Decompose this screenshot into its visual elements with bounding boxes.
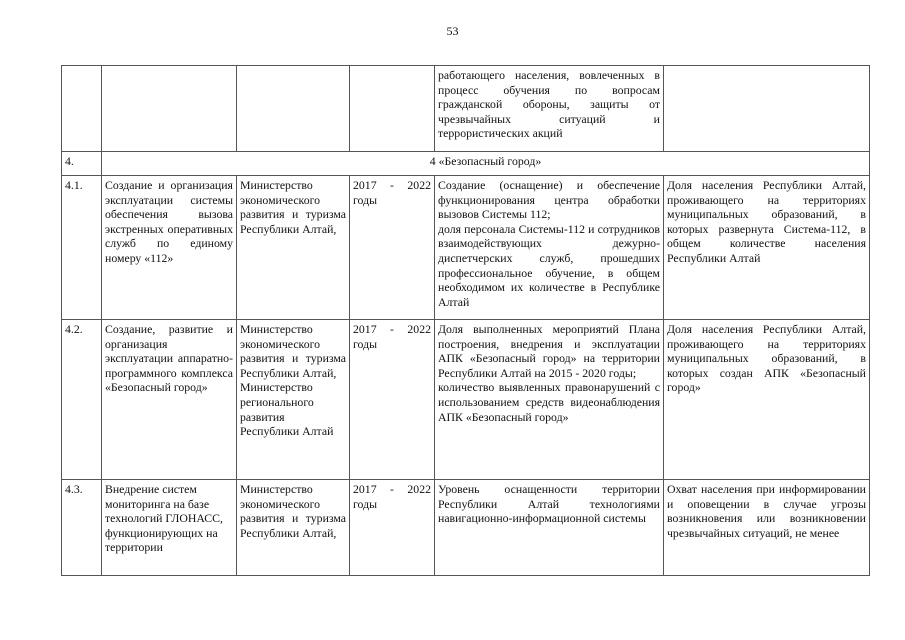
- row-executor: Министерство экономического развития и туризма Республики Алтай, Министерство регионального развития Республики Алтай: [237, 320, 350, 480]
- row-indicator: Доля выполненных мероприятий Плана построения, внедрения и эксплуатации АПК «Безопасный город» на территории Республики Алтай на 2015 - 2020 годы; количество выявленных правонарушений с использованием средств видеонаблюдения АПК «Безопасный город»: [435, 320, 664, 480]
- cell-period: [350, 66, 435, 152]
- cell-indicator: работающего населения, вовлеченных в процесс обучения по вопросам гражданской обороны, защиты от чрезвычайных ситуаций и террористических акций: [435, 66, 664, 152]
- table-row: [62, 480, 870, 576]
- cell-executor: [237, 66, 350, 152]
- page-number: 53: [446, 24, 459, 38]
- row-period: 2017 - 2022 годы: [350, 320, 435, 480]
- section-row: [62, 152, 870, 176]
- row-indicator: Уровень оснащенности территории Республики Алтай технологиями навигационно-информационной системы: [435, 480, 664, 576]
- row-activity: Внедрение систем мониторинга на базе технологий ГЛОНАСС, функционирующих на территории: [102, 480, 237, 576]
- row-executor: Министерство экономического развития и туризма Республики Алтай,: [237, 480, 350, 576]
- row-activity: Создание, развитие и организация эксплуатации аппаратно-программного комплекса «Безопасный город»: [102, 320, 237, 480]
- row-number: 4.1.: [62, 176, 102, 320]
- row-number: 4.2.: [62, 320, 102, 480]
- row-activity: Создание и организация эксплуатации системы обеспечения вызова экстренных оперативных служб по единому номеру «112»: [102, 176, 237, 320]
- row-result: Доля населения Республики Алтай, проживающего на территориях муниципальных образований, в которых создан АПК «Безопасный город»: [664, 320, 870, 480]
- continuation-row: [62, 66, 870, 152]
- row-number: 4.3.: [62, 480, 102, 576]
- row-period: 2017 - 2022 годы: [350, 176, 435, 320]
- program-table: [61, 65, 870, 576]
- row-indicator: Создание (оснащение) и обеспечение функционирования центра обработки вызовов Системы 112; доля персонала Системы-112 и сотрудников взаимодействующих дежурно-диспетчерских служб, прошедших профессиональное обучение, в общем необходимом их количестве в Республике Алтай: [435, 176, 664, 320]
- row-executor: Министерство экономического развития и туризма Республики Алтай,: [237, 176, 350, 320]
- section-title: 4 «Безопасный город»: [102, 152, 870, 176]
- row-result: Охват населения при информировании и оповещении в случае угрозы возникновения или возникновении чрезвычайных ситуаций, не менее: [664, 480, 870, 576]
- section-number: 4.: [62, 152, 102, 176]
- table-row: [62, 320, 870, 480]
- row-result: Доля населения Республики Алтай, проживающего на территориях муниципальных образований, в которых развернута Система-112, в общем количестве населения Республики Алтай: [664, 176, 870, 320]
- row-period: 2017 - 2022 годы: [350, 480, 435, 576]
- cell-result: [664, 66, 870, 152]
- table-row: [62, 176, 870, 320]
- cell-num: [62, 66, 102, 152]
- cell-activity: [102, 66, 237, 152]
